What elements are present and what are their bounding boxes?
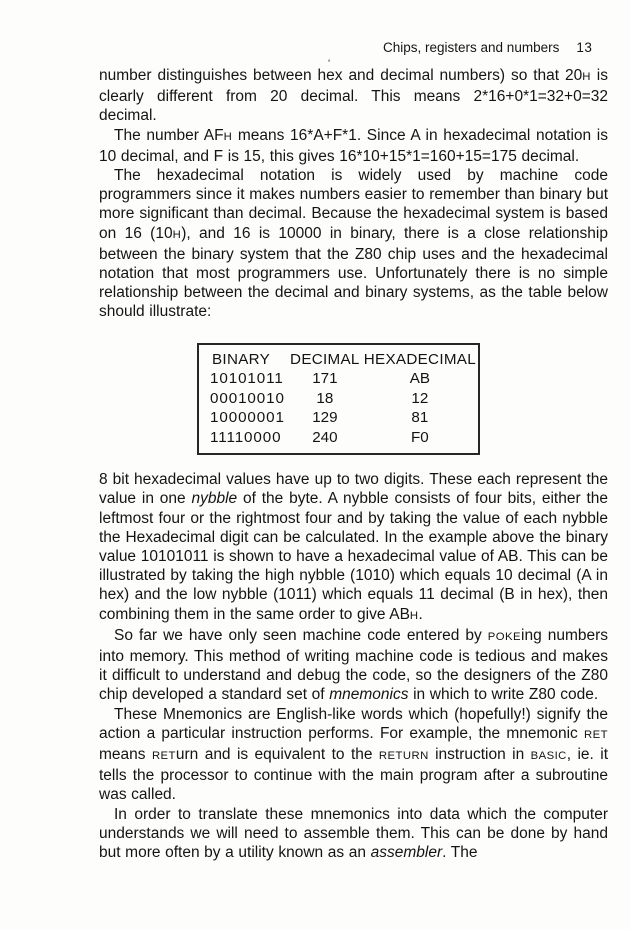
paragraph <box>99 126 608 166</box>
table-cell: 81 <box>411 409 429 427</box>
table-row <box>199 428 478 448</box>
text-segment: of the byte. A nybble consists of four bits, either the leftmost four or the rightmost four and by taking the value of each nybble the Hexadecimal digit can be calculated. In the example above the binary value 10101011 is shown to have a hexadecimal value of AB. This can be illustrated by taking the high nybble (1010) which equals 10 decimal (A in hex) and the low nybble (1011) which equals 11 decimal (B in hex), then combining them in the same order to give AB <box>99 490 608 623</box>
text-segment: urn and is equivalent to the <box>175 745 379 763</box>
text-segment: BASIC <box>530 749 567 762</box>
table-header-decimal: DECIMAL <box>290 350 360 368</box>
text-segment: 8 bit hexadecimal values have up to two digits. These each represent the value in one <box>99 471 608 508</box>
text-segment: H <box>223 130 233 143</box>
table-cell: 171 <box>312 370 338 388</box>
text-segment: ing numbers into memory. This method of writing machine code is tedious and makes it difficult to understand and debug the code, so the designers of the Z80 chip developed a standard set of <box>99 626 609 704</box>
text-segment: instruction in <box>428 745 531 763</box>
table-cell: 240 <box>312 428 338 446</box>
text-segment: H <box>409 609 419 622</box>
text-segment: means <box>99 745 152 763</box>
text-segment: In order to translate these mnemonics into data which the computer understands we will need to assemble them. This can be done by hand but more often by a utility known as an <box>99 805 608 861</box>
table-cell: 11110000 <box>210 428 282 446</box>
table-row <box>199 408 478 428</box>
table-cell: 10000001 <box>210 409 285 427</box>
scan-speck: ' <box>328 58 331 70</box>
paragraph <box>99 470 608 626</box>
text-segment: mnemonics <box>329 686 409 704</box>
paragraph <box>99 805 608 863</box>
table-cell: 129 <box>312 409 338 427</box>
content-flow <box>99 66 608 862</box>
text-segment: RETURN <box>378 749 429 762</box>
table-cell: 18 <box>316 389 334 407</box>
number-conversion-table <box>197 343 480 456</box>
paragraph <box>99 66 608 126</box>
table-cell: 10101011 <box>210 370 284 388</box>
paragraph <box>99 705 608 805</box>
running-header <box>383 40 593 55</box>
table-cell: 12 <box>411 389 429 407</box>
text-segment: is clearly different from 20 decimal. This means 2*16+0*1=32+0=32 decimal. <box>99 67 608 125</box>
text-segment: So far we have only seen machine code entered by <box>114 626 488 644</box>
text-segment: These Mnemonics are English-like words which (hopefully!) signify the action a particular instruction performs. For example, the mnemonic <box>99 705 608 742</box>
text-segment: number distinguishes between hex and decimal numbers) so that 20 <box>99 67 583 84</box>
text-segment: nybble <box>191 490 238 508</box>
running-head-title: Chips, registers and numbers <box>383 40 560 55</box>
table-cell: AB <box>409 370 431 388</box>
table-header-hexadecimal: HEXADECIMAL <box>363 350 476 368</box>
text-segment: POKE <box>487 630 521 643</box>
table-header-binary: BINARY <box>212 350 271 368</box>
text-segment: H <box>172 228 182 241</box>
paragraph <box>99 166 608 322</box>
text-segment: The number AF <box>114 126 224 144</box>
paragraph <box>99 626 608 705</box>
table-row <box>199 389 478 409</box>
text-segment: , ie. it tells the processor to continue with the main program after a subroutine was called. <box>99 745 609 804</box>
text-segment: . The <box>442 844 478 861</box>
table-cell: 00010010 <box>210 389 285 407</box>
text-segment: The hexadecimal notation is widely used by machine code programmers since it makes numbers easier to remember than binary but more significant than decimal. Because the hexadecimal system is based on 16 (10 <box>99 167 608 242</box>
text-segment: H <box>582 71 591 83</box>
text-segment: ), and 16 is 10000 in binary, there is a close relationship between the binary system that the Z80 chip uses and the hexadecimal notation that most programmers use. Unfortunately there is no simple relationship between the decimal and binary systems, as the table below should illustrate: <box>99 224 608 321</box>
table-header-row <box>199 350 478 370</box>
text-segment: means 16*A+F*1. Since A in hexadecimal notation is 10 decimal, and F is 15, this gives 16*10+15*1=160+15=175 decimal. <box>99 126 608 165</box>
page-number: 13 <box>576 40 593 55</box>
text-segment: RET <box>584 728 608 741</box>
text-segment: in which to write Z80 code. <box>408 686 599 704</box>
table-cell: F0 <box>411 428 429 446</box>
text-segment: assembler <box>370 844 443 861</box>
text-segment: RET <box>151 749 176 762</box>
table-row <box>199 369 478 389</box>
text-segment: . <box>418 605 423 623</box>
